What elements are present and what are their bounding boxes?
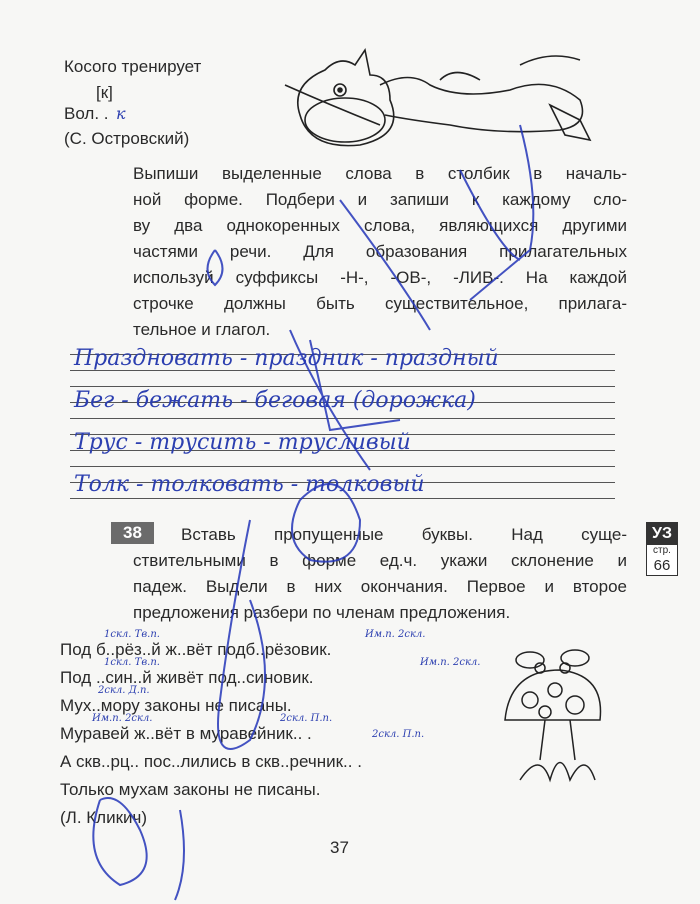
instruction-line: используй суффиксы -Н-, -ОВ-, -ЛИВ-. На каждой (133, 268, 627, 287)
grammar-annotation: 2скл. П.п. (280, 713, 333, 724)
answer-line: Трус - трусить - трусливый (74, 430, 411, 455)
task-number-badge: 38 (111, 522, 154, 544)
poem-line-1: Косого тренирует (64, 57, 202, 76)
task-38-instructions (133, 522, 627, 626)
answer-line: Толк - толковать - толковый (74, 472, 425, 497)
sentence-author: (Л. Кликич) (60, 808, 148, 827)
instruction-line: Вставь пропущенные буквы. Над суще- (181, 525, 627, 544)
grammar-annotation: Им.п. 2скл. (420, 657, 481, 668)
sentence: Мух..мору законы не писаны. (60, 696, 292, 715)
sentence: А скв..рц.. пос..лились в скв..речник.. . (60, 752, 362, 771)
cat-illustration (280, 45, 610, 155)
sentence: Муравей ж..вёт в муравейник.. . (60, 724, 312, 743)
ruled-line (70, 418, 615, 419)
ruled-line (70, 466, 615, 467)
instruction-line: предложения разбери по членам предложения. (133, 603, 511, 622)
answer-line: Праздновать - праздник - праздный (74, 346, 499, 371)
instruction-line: ной форме. Подбери и запиши к каждому сло- (133, 190, 627, 209)
instruction-line: строчке должны быть существительное, прилага- (133, 294, 627, 313)
grammar-annotation: Им.п. 2скл. (365, 629, 426, 640)
instruction-line: частями речи. Для образования прилагательных (133, 242, 627, 261)
page-number: 37 (330, 838, 349, 857)
grammar-annotation: 1скл. Тв.п. (104, 629, 160, 640)
instruction-line: ву два однокоренных слова, являющихся другими (133, 216, 627, 235)
instruction-line: Выпиши выделенные слова в столбик в началь- (133, 164, 627, 183)
badge-code: УЗ (647, 523, 677, 545)
grammar-annotation: 2скл. П.п. (372, 729, 425, 740)
badge-page: 66 (653, 557, 671, 574)
side-reference-badge (646, 522, 678, 576)
badge-page-label: стр. (653, 545, 671, 556)
transcription: [к] (96, 83, 113, 102)
grammar-annotation: 1скл. Тв.п. (104, 657, 160, 668)
ruled-line (70, 498, 615, 499)
mushroom-illustration (490, 640, 620, 790)
handwritten-letter: к (116, 104, 126, 123)
sentence: Только мухам законы не писаны. (60, 780, 321, 799)
grammar-annotation: Им.п. 2скл. (92, 713, 153, 724)
answer-line: Бег - бежать - беговая (дорожка) (74, 388, 476, 413)
grammar-annotation: 2скл. Д.п. (98, 685, 150, 696)
ruled-line (70, 386, 615, 387)
sentence: Под ..син..й живёт под..синовик. (60, 668, 314, 687)
task-37-instructions (133, 161, 627, 343)
instruction-line: падеж. Выдели в них окончания. Первое и второе (133, 577, 627, 596)
instruction-line: тельное и глагол. (133, 320, 271, 339)
poem-line-2: Вол. . (64, 104, 109, 123)
poem-author: (С. Островский) (64, 129, 190, 148)
sentence: Под б..рёз..й ж..вёт подб..рёзовик. (60, 640, 332, 659)
instruction-line: ствительными в форме ед.ч. укажи склонение и (133, 551, 627, 570)
